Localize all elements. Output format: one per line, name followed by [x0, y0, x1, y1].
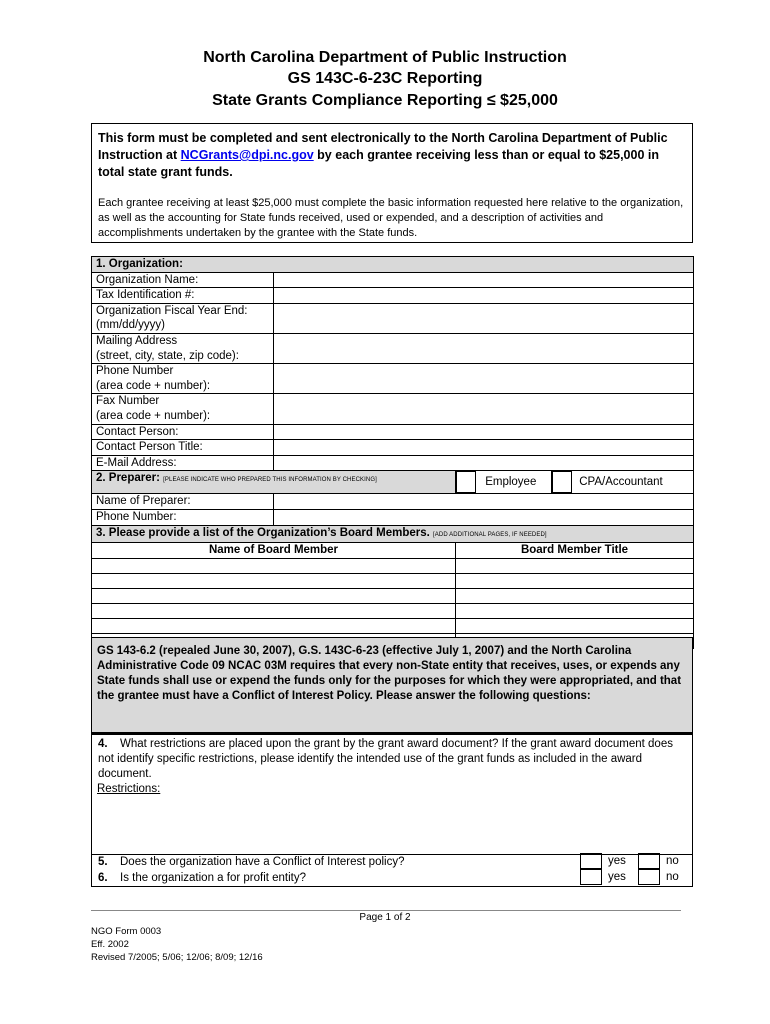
- cpa-label: CPA/Accountant: [579, 476, 663, 489]
- question-5-number: 5.: [98, 856, 108, 868]
- mailing-address-label-line-1: Mailing Address: [96, 334, 178, 347]
- board-member-row: [92, 573, 694, 588]
- question-4: [98, 737, 686, 797]
- section-3-heading-cell: [92, 525, 694, 543]
- preparer-name-row: [92, 494, 694, 510]
- phone-input[interactable]: [274, 364, 694, 394]
- preparer-phone-row: [92, 509, 694, 525]
- question-5-text: Does the organization have a Conflict of Interest policy?: [120, 856, 405, 868]
- board-member-row: [92, 603, 694, 618]
- fiscal-year-row: [92, 303, 694, 333]
- form-revised-dates: Revised 7/2005; 5/06; 12/06; 8/09; 12/16: [91, 952, 263, 963]
- contact-person-input[interactable]: [274, 424, 694, 440]
- contact-title-row: [92, 440, 694, 456]
- org-name-row: [92, 272, 694, 288]
- instructions-box: [91, 123, 693, 243]
- question-6-no-checkbox[interactable]: [638, 869, 660, 885]
- question-5-yes-checkbox[interactable]: [580, 853, 602, 869]
- fax-label-line-2: (area code + number):: [96, 409, 211, 422]
- fiscal-year-label-line-2: (mm/dd/yyyy): [96, 319, 165, 332]
- question-5-no-label: no: [666, 855, 679, 867]
- legal-notice-box: [91, 637, 693, 733]
- org-name-label: Organization Name:: [92, 272, 274, 288]
- fax-row: [92, 394, 694, 424]
- board-member-title-input[interactable]: [456, 618, 694, 633]
- section-1-header-row: [92, 257, 694, 273]
- board-member-name-input[interactable]: [92, 588, 456, 603]
- question-6-yes-checkbox[interactable]: [580, 869, 602, 885]
- board-member-name-input[interactable]: [92, 618, 456, 633]
- phone-label-line-2: (area code + number):: [96, 379, 211, 392]
- board-name-column-header: Name of Board Member: [92, 543, 456, 559]
- question-6-no-label: no: [666, 871, 679, 883]
- email-row: [92, 455, 694, 471]
- question-5-yes-label: yes: [608, 855, 626, 867]
- question-6-yes-label: yes: [608, 871, 626, 883]
- board-member-row: [92, 588, 694, 603]
- contact-person-label: Contact Person:: [92, 424, 274, 440]
- contact-title-input[interactable]: [274, 440, 694, 456]
- board-member-name-input[interactable]: [92, 603, 456, 618]
- preparer-name-label: Name of Preparer:: [92, 494, 274, 510]
- question-6-text: Is the organization a for profit entity?: [120, 872, 307, 884]
- section-3-note: [ADD ADDITIONAL PAGES, IF NEEDED]: [433, 531, 547, 538]
- instructions-text-before-link: This form must be completed and sent electronically to the North Carolina Department of Public Instruction at: [98, 131, 668, 162]
- preparer-phone-label: Phone Number:: [92, 509, 274, 525]
- fiscal-year-input[interactable]: [274, 303, 694, 333]
- form-revision-info: [91, 925, 263, 964]
- fax-input[interactable]: [274, 394, 694, 424]
- instructions-text-after-link: by each grantee receiving less than or equal to $25,000 in total state grant funds.: [98, 148, 659, 179]
- form-title-line-3: State Grants Compliance Reporting ≤ $25,000: [212, 92, 558, 109]
- preparer-phone-input[interactable]: [274, 509, 694, 525]
- mailing-address-input[interactable]: [274, 333, 694, 363]
- mailing-address-row: [92, 333, 694, 363]
- fax-label-line-1: Fax Number: [96, 395, 160, 408]
- employee-checkbox[interactable]: [456, 471, 476, 493]
- contact-person-row: [92, 424, 694, 440]
- board-member-name-input[interactable]: [92, 558, 456, 573]
- form-title-line-2: GS 143C-6-23C Reporting: [287, 70, 483, 87]
- cpa-option[interactable]: [552, 471, 694, 494]
- board-member-name-input[interactable]: [92, 573, 456, 588]
- employee-label: Employee: [485, 476, 537, 489]
- section-2-note: [PLEASE INDICATE WHO PREPARED THIS INFORMATION BY CHECKING]: [163, 477, 377, 484]
- section-2-heading-cell: [92, 471, 456, 494]
- tax-id-input[interactable]: [274, 288, 694, 304]
- section-3-header-row: [92, 525, 694, 543]
- phone-label-line-1: Phone Number: [96, 365, 174, 378]
- phone-row: [92, 364, 694, 394]
- section-1-heading: 1. Organization:: [92, 257, 694, 273]
- board-member-title-input[interactable]: [456, 558, 694, 573]
- fiscal-year-label-line-1: Organization Fiscal Year End:: [96, 304, 248, 317]
- board-member-title-input[interactable]: [456, 573, 694, 588]
- phone-label: [92, 364, 274, 394]
- org-name-input[interactable]: [274, 272, 694, 288]
- employee-option[interactable]: [456, 471, 552, 494]
- organization-info-table: [91, 256, 694, 649]
- fax-label: [92, 394, 274, 424]
- board-member-title-input[interactable]: [456, 603, 694, 618]
- board-title-column-header: Board Member Title: [456, 543, 694, 559]
- restrictions-label: Restrictions:: [97, 783, 161, 795]
- footer-divider: [91, 910, 681, 911]
- fiscal-year-label: [92, 303, 274, 333]
- question-5-no-checkbox[interactable]: [638, 853, 660, 869]
- page-number: Page 1 of 2: [359, 912, 411, 923]
- tax-id-row: [92, 288, 694, 304]
- form-title-line-1: North Carolina Department of Public Instruction: [203, 49, 567, 66]
- board-member-row: [92, 618, 694, 633]
- question-4-number: 4.: [98, 738, 108, 750]
- legal-notice-text: GS 143-6.2 (repealed June 30, 2007), G.S. 143C-6-23 (effective July 1, 2007) and the North Carolina Administrative Code 09 NCAC 03M requires that every non-State entity that receives, uses, or expends any State funds shall use or expend the funds only for the purposes for which they were appropriated, and that the grantee must have a Conflict of Interest Policy. Please answer the following questions:: [97, 645, 682, 702]
- tax-id-label: Tax Identification #:: [92, 288, 274, 304]
- email-input[interactable]: [274, 455, 694, 471]
- email-label: E-Mail Address:: [92, 455, 274, 471]
- board-member-row: [92, 558, 694, 573]
- instructions-bold-text: [98, 130, 688, 181]
- section-2-header-row: [92, 471, 694, 494]
- form-effective-date: Eff. 2002: [91, 939, 129, 950]
- question-6-number: 6.: [98, 872, 108, 884]
- section-2-heading: 2. Preparer:: [96, 472, 160, 485]
- restrictions-input[interactable]: [94, 790, 690, 853]
- board-header-row: [92, 543, 694, 559]
- board-member-title-input[interactable]: [456, 588, 694, 603]
- mailing-address-label: [92, 333, 274, 363]
- questions-box: [91, 733, 693, 887]
- mailing-address-label-line-2: (street, city, state, zip code):: [96, 349, 239, 362]
- question-4-text: What restrictions are placed upon the grant by the grant award document? If the grant award document does not identify specific restrictions, please identify the intended use of the grant funds as included in the award document.: [98, 738, 673, 780]
- form-number: NGO Form 0003: [91, 926, 162, 937]
- email-link[interactable]: NCGrants@dpi.nc.gov: [180, 148, 314, 162]
- cpa-checkbox[interactable]: [552, 471, 572, 493]
- section-3-heading: 3. Please provide a list of the Organization’s Board Members.: [96, 526, 430, 539]
- preparer-name-input[interactable]: [274, 494, 694, 510]
- contact-title-label: Contact Person Title:: [92, 440, 274, 456]
- instructions-paragraph: Each grantee receiving at least $25,000 must complete the basic information requested here relative to the organization, as well as the accounting for State funds received, used or expended, and a description of activities and accomplishments undertaken by the grantee with the State funds.: [98, 197, 684, 239]
